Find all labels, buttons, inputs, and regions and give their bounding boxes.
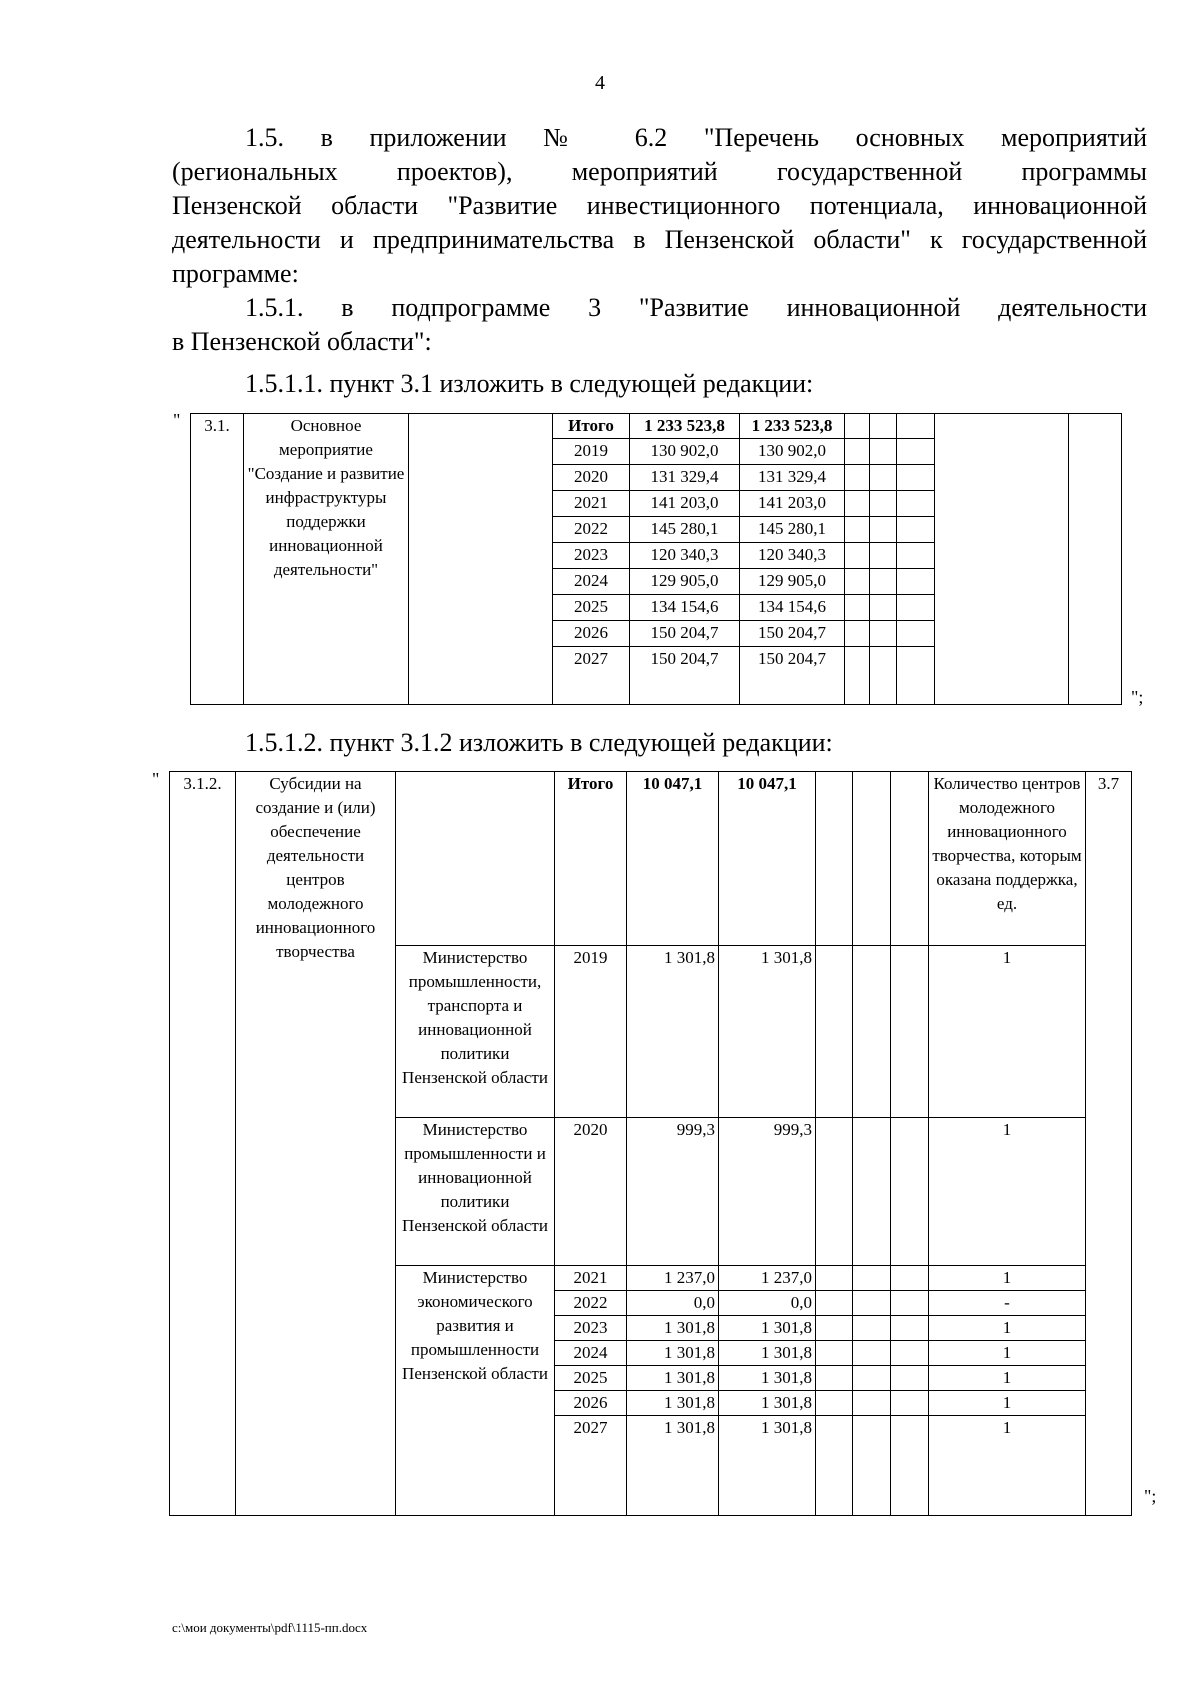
t2-empty <box>853 946 891 1118</box>
t2-empty <box>816 1291 853 1316</box>
t2-v2: 1 301,8 <box>719 1416 816 1441</box>
t1-v2: 1 233 523,8 <box>740 414 845 439</box>
t2-empty <box>816 1491 853 1516</box>
t1-year: 2025 <box>553 595 630 621</box>
t2-empty <box>891 1341 929 1366</box>
t2-indicator-value: 1 <box>929 1416 1086 1441</box>
t2-empty <box>891 1316 929 1341</box>
t2-empty <box>816 946 853 1118</box>
t1-empty <box>845 647 870 673</box>
t1-v1: 120 340,3 <box>630 543 740 569</box>
t2-executor-2: Министерство промышленности и инновационной политики Пензенской области <box>396 1118 555 1266</box>
t2-executor-3: Министерство экономического развития и промышленности Пензенской области <box>396 1266 555 1516</box>
t2-v2: 1 301,8 <box>719 1341 816 1366</box>
t1-empty <box>845 439 870 465</box>
t2-year: 2027 <box>555 1416 627 1441</box>
t1-empty <box>897 673 935 705</box>
t2-indicator-value: 1 <box>929 1391 1086 1416</box>
t1-year: 2021 <box>553 491 630 517</box>
t1-empty <box>845 673 870 705</box>
t2-empty <box>929 1491 1086 1516</box>
t1-v1: 130 902,0 <box>630 439 740 465</box>
t2-v1: 1 301,8 <box>627 1316 719 1341</box>
t2-v1: 999,3 <box>627 1118 719 1266</box>
t2-v1: 1 237,0 <box>627 1266 719 1291</box>
t1-empty <box>870 595 897 621</box>
t1-v2: 131 329,4 <box>740 465 845 491</box>
t1-v2: 120 340,3 <box>740 543 845 569</box>
t2-empty <box>719 1441 816 1466</box>
t1-empty <box>845 569 870 595</box>
t1-empty <box>897 621 935 647</box>
t1-year: 2019 <box>553 439 630 465</box>
t1-empty <box>870 414 897 439</box>
t1-empty <box>845 414 870 439</box>
t1-empty <box>845 621 870 647</box>
t2-empty <box>627 1441 719 1466</box>
t2-empty <box>891 772 929 946</box>
t1-number: 3.1. <box>191 414 244 705</box>
t2-empty <box>853 1466 891 1491</box>
paragraph-line: 1.5.1. в подпрограмме 3 "Развитие инновационной деятельности <box>245 293 1147 322</box>
paragraph-1-5 <box>172 121 1147 291</box>
t1-empty <box>845 465 870 491</box>
t2-empty <box>555 1441 627 1466</box>
table2-open-quote: " <box>152 769 160 789</box>
t2-year: 2026 <box>555 1391 627 1416</box>
table-3-1 <box>190 413 1122 705</box>
t2-empty <box>816 1316 853 1341</box>
t1-empty <box>870 491 897 517</box>
t2-empty <box>891 1391 929 1416</box>
t2-total-v2: 10 047,1 <box>719 772 816 946</box>
heading-1-5-1-2: 1.5.1.2. пункт 3.1.2 изложить в следующей редакции: <box>245 728 833 757</box>
t1-empty <box>870 465 897 491</box>
t1-empty <box>897 439 935 465</box>
t2-empty <box>627 1466 719 1491</box>
t2-empty <box>891 1491 929 1516</box>
t2-indicator-value: 1 <box>929 1341 1086 1366</box>
t1-year: 2022 <box>553 517 630 543</box>
t2-empty <box>853 1441 891 1466</box>
t2-empty <box>816 1441 853 1466</box>
t2-empty <box>891 1466 929 1491</box>
t2-indicator: Количество центров молодежного инновационного творчества, которым оказана поддержка, ед. <box>929 772 1086 946</box>
heading-1-5-1-1: 1.5.1.1. пункт 3.1 изложить в следующей редакции: <box>245 369 814 398</box>
t2-empty <box>929 1466 1086 1491</box>
t1-v2: 129 905,0 <box>740 569 845 595</box>
t2-total-v1: 10 047,1 <box>627 772 719 946</box>
t1-empty <box>845 543 870 569</box>
t2-year: 2019 <box>555 946 627 1118</box>
t2-empty <box>891 1118 929 1266</box>
t1-empty <box>897 543 935 569</box>
table2-close-quote: "; <box>1144 1486 1157 1506</box>
t2-name: Субсидии на создание и (или) обеспечение деятельности центров молодежного инновационного творчества <box>236 772 396 1516</box>
t1-empty <box>897 647 935 673</box>
t1-year: 2026 <box>553 621 630 647</box>
t2-empty <box>816 1266 853 1291</box>
t1-empty <box>845 595 870 621</box>
paragraph-line: 1.5. в приложении № 6.2 "Перечень основных мероприятий <box>245 123 1147 152</box>
t1-year: 2027 <box>553 647 630 673</box>
t1-empty <box>845 517 870 543</box>
t2-empty <box>853 1341 891 1366</box>
t1-empty <box>870 569 897 595</box>
t1-v1: 150 204,7 <box>630 621 740 647</box>
t1-empty <box>553 673 630 705</box>
page-number: 4 <box>595 72 605 94</box>
t2-indicator-value: 1 <box>929 946 1086 1118</box>
t1-name: Основное мероприятие "Создание и развитие инфраструктуры поддержки инновационной деятельности" <box>244 414 409 705</box>
t1-empty <box>870 517 897 543</box>
t2-empty <box>853 1291 891 1316</box>
t1-year: 2023 <box>553 543 630 569</box>
t2-empty <box>853 1391 891 1416</box>
t2-empty <box>816 1416 853 1441</box>
t1-empty <box>870 647 897 673</box>
t1-empty <box>897 414 935 439</box>
t2-indicator-value: - <box>929 1291 1086 1316</box>
t2-year: 2020 <box>555 1118 627 1266</box>
t1-empty <box>897 491 935 517</box>
t2-empty <box>816 1466 853 1491</box>
t2-empty <box>816 1341 853 1366</box>
t2-empty <box>719 1491 816 1516</box>
t2-empty <box>853 1366 891 1391</box>
t2-v1: 1 301,8 <box>627 946 719 1118</box>
t2-year: 2024 <box>555 1341 627 1366</box>
t1-v1: 141 203,0 <box>630 491 740 517</box>
t2-empty <box>816 772 853 946</box>
t2-empty <box>891 1266 929 1291</box>
t2-empty <box>929 1441 1086 1466</box>
t2-v1: 0,0 <box>627 1291 719 1316</box>
t1-empty <box>870 673 897 705</box>
t2-v2: 1 301,8 <box>719 1391 816 1416</box>
t2-v1: 1 301,8 <box>627 1341 719 1366</box>
t1-empty <box>740 673 845 705</box>
t1-v1: 131 329,4 <box>630 465 740 491</box>
t2-number: 3.1.2. <box>170 772 236 1516</box>
t1-empty <box>870 543 897 569</box>
t1-v2: 134 154,6 <box>740 595 845 621</box>
t2-empty <box>396 772 555 946</box>
t2-empty <box>555 1491 627 1516</box>
paragraph-line: программе: <box>172 259 299 288</box>
t1-v1: 129 905,0 <box>630 569 740 595</box>
t1-empty <box>897 595 935 621</box>
t2-empty <box>816 1118 853 1266</box>
t2-empty <box>891 1416 929 1441</box>
t1-empty <box>897 465 935 491</box>
t2-year: 2022 <box>555 1291 627 1316</box>
t2-empty <box>816 1391 853 1416</box>
t2-v2: 999,3 <box>719 1118 816 1266</box>
t2-executor-1: Министерство промышленности, транспорта и инновационной политики Пензенской области <box>396 946 555 1118</box>
footer-file-path: c:\мои документы\pdf\1115-пп.docx <box>172 1620 368 1635</box>
t2-indicator-value: 1 <box>929 1118 1086 1266</box>
t1-empty <box>845 491 870 517</box>
t1-v2: 150 204,7 <box>740 621 845 647</box>
t1-v2: 130 902,0 <box>740 439 845 465</box>
t1-year: 2020 <box>553 465 630 491</box>
t2-empty <box>555 1466 627 1491</box>
t1-v1: 150 204,7 <box>630 647 740 673</box>
t2-empty <box>816 1366 853 1391</box>
t1-empty <box>897 569 935 595</box>
t1-indicator-code <box>1069 414 1122 705</box>
t1-executor <box>409 414 553 705</box>
t2-v2: 0,0 <box>719 1291 816 1316</box>
t2-empty <box>853 1491 891 1516</box>
t2-empty <box>627 1491 719 1516</box>
t2-empty <box>853 1316 891 1341</box>
table1-open-quote: " <box>173 410 181 430</box>
t2-total-year: Итого <box>555 772 627 946</box>
table1-close-quote: "; <box>1131 687 1144 707</box>
t2-empty <box>719 1466 816 1491</box>
t1-year: Итого <box>553 414 630 439</box>
t2-v2: 1 301,8 <box>719 1366 816 1391</box>
t2-indicator-value: 1 <box>929 1366 1086 1391</box>
t2-v1: 1 301,8 <box>627 1391 719 1416</box>
t2-v2: 1 301,8 <box>719 1316 816 1341</box>
t2-year: 2025 <box>555 1366 627 1391</box>
t2-empty <box>853 1118 891 1266</box>
paragraph-line: (региональных проектов), мероприятий государственной программы <box>172 157 1147 186</box>
t2-empty <box>891 1366 929 1391</box>
t2-indicator-value: 1 <box>929 1316 1086 1341</box>
paragraph-line: Пензенской области "Развитие инвестиционного потенциала, инновационной <box>172 191 1147 220</box>
table-3-1-2 <box>169 771 1132 1516</box>
t2-empty <box>853 772 891 946</box>
t1-year: 2024 <box>553 569 630 595</box>
t1-v1: 134 154,6 <box>630 595 740 621</box>
t2-empty <box>891 946 929 1118</box>
paragraph-1-5-1 <box>172 291 1147 359</box>
paragraph-line: деятельности и предпринимательства в Пензенской области" к государственной <box>172 225 1147 254</box>
t1-indicator <box>935 414 1069 705</box>
t1-empty <box>897 517 935 543</box>
t1-v2: 145 280,1 <box>740 517 845 543</box>
t2-empty <box>891 1291 929 1316</box>
t1-v2: 150 204,7 <box>740 647 845 673</box>
paragraph-line: в Пензенской области": <box>172 327 432 356</box>
t2-empty <box>853 1416 891 1441</box>
t2-indicator-value: 1 <box>929 1266 1086 1291</box>
t2-v2: 1 301,8 <box>719 946 816 1118</box>
t2-v1: 1 301,8 <box>627 1366 719 1391</box>
t2-indicator-code: 3.7 <box>1086 772 1132 1516</box>
t1-empty <box>870 621 897 647</box>
t1-v1: 1 233 523,8 <box>630 414 740 439</box>
t2-empty <box>853 1266 891 1291</box>
t2-empty <box>891 1441 929 1466</box>
t2-v2: 1 237,0 <box>719 1266 816 1291</box>
t1-v1: 145 280,1 <box>630 517 740 543</box>
t1-empty <box>870 439 897 465</box>
t1-empty <box>630 673 740 705</box>
t2-year: 2023 <box>555 1316 627 1341</box>
t2-v1: 1 301,8 <box>627 1416 719 1441</box>
t1-v2: 141 203,0 <box>740 491 845 517</box>
t2-year: 2021 <box>555 1266 627 1291</box>
